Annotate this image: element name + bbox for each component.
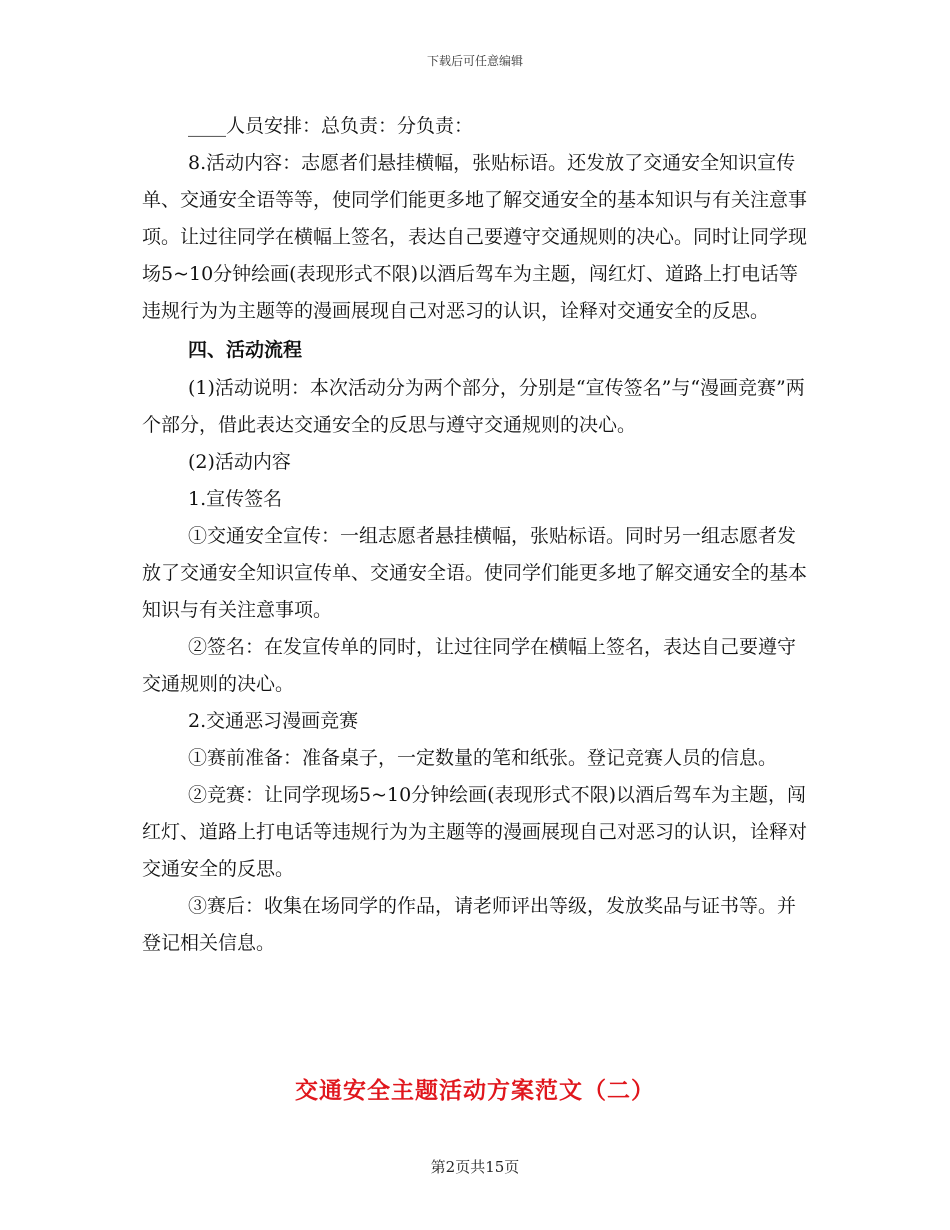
staff-arrangement: ____人员安排：总负责：分负责： [188,115,474,137]
activity-description: (1)活动说明：本次活动分为两个部分，分别是“宣传签名”与“漫画竞赛”两个部分，借此表达交通安全的反思与遵守交通规则的决心。 [142,377,805,436]
activity-content-paragraph: 8.活动内容：志愿者们悬挂横幅，张贴标语。还发放了交通安全知识宣传单、交通安全语等等，使同学们能更多地了解交通安全的基本知识与有关注意事项。让过往同学在横幅上签名，表达自己要遵守交通规则的决心。同时让同学现场5~10分钟绘画(表现形式不限)以酒后驾车为主题，闯红灯、道路上打电话等违规行为为主题等的漫画展现自己对恶习的认识，诠释对交通安全的反思。 [142,152,808,322]
safety-promotion-item: ①交通安全宣传：一组志愿者悬挂横幅，张贴标语。同时另一组志愿者发放了交通安全知识宣传单、交通安全语。使同学们能更多地了解交通安全的基本知识与有关注意事项。 [142,525,808,621]
section-title: 交通安全主题活动方案范文（二） [295,1077,655,1104]
document-body [142,108,810,962]
section-heading-process: 四、活动流程 [188,339,303,361]
contest-item: ②竞赛：让同学现场5~10分钟绘画(表现形式不限)以酒后驾车为主题，闯红灯、道路上打电话等违规行为为主题等的漫画展现自己对恶习的认识，诠释对交通安全的反思。 [142,784,808,880]
pre-contest-item: ①赛前准备：准备桌子，一定数量的笔和纸张。登记竞赛人员的信息。 [188,747,778,769]
page-header: 下载后可任意编辑 [426,54,523,68]
post-contest-item: ③赛后：收集在场同学的作品，请老师评出等级，发放奖品与证书等。并登记相关信息。 [142,895,797,954]
signing-item: ②签名：在发宣传单的同时，让过往同学在横幅上签名，表达自己要遵守交通规则的决心。 [142,636,797,695]
subsection-promotion-signing: 1.宣传签名 [188,488,283,510]
page-footer: 第2页共15页 [430,1158,520,1176]
subsection-comic-contest: 2.交通恶习漫画竞赛 [188,710,359,732]
activity-content-heading: (2)活动内容 [188,451,291,473]
